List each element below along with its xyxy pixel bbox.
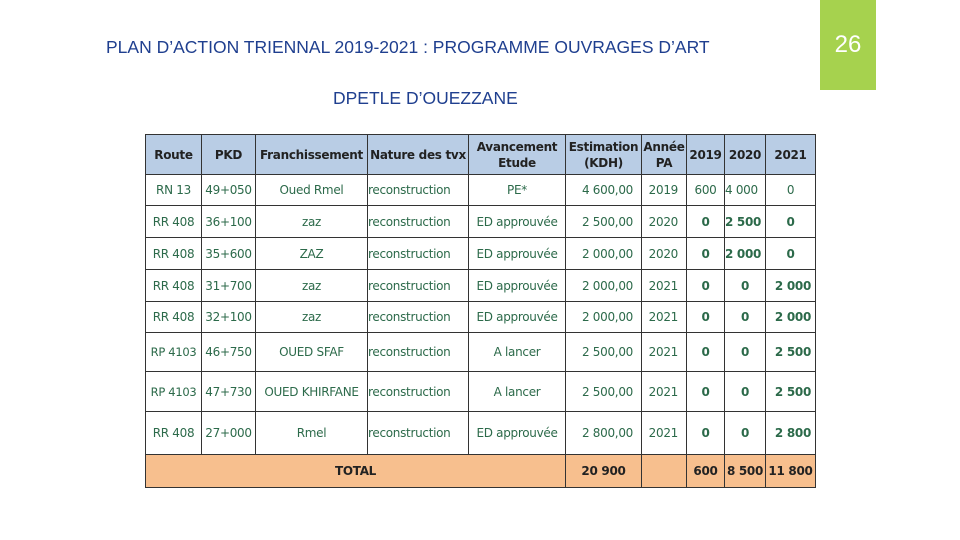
table-cell: 2021 <box>642 372 687 412</box>
table-cell: 0 <box>687 238 725 270</box>
table-cell: zaz <box>256 302 368 333</box>
table-cell: 0 <box>725 270 766 302</box>
table-cell: 0 <box>766 206 816 238</box>
table-cell: zaz <box>256 270 368 302</box>
column-header: 2019 <box>687 135 725 175</box>
table-cell: 2 800 <box>766 412 816 455</box>
table-cell: 32+100 <box>202 302 256 333</box>
column-header: 2020 <box>725 135 766 175</box>
table-cell: 0 <box>687 412 725 455</box>
table-cell: reconstruction <box>368 270 469 302</box>
table-cell: 0 <box>687 206 725 238</box>
table-cell: 2 000,00 <box>566 238 642 270</box>
table-row <box>146 206 816 238</box>
table-cell: 2019 <box>642 175 687 206</box>
table-cell: 2 500,00 <box>566 333 642 372</box>
table-cell: 4 000 <box>725 175 766 206</box>
column-header: Estimation (KDH) <box>566 135 642 175</box>
table-row <box>146 412 816 455</box>
column-header: Nature des tvx <box>368 135 469 175</box>
total-label: TOTAL <box>146 455 566 488</box>
table-cell: OUED KHIRFANE <box>256 372 368 412</box>
total-y2020: 8 500 <box>725 455 766 488</box>
table-cell: 600 <box>687 175 725 206</box>
table-row <box>146 333 816 372</box>
slide-number: 26 <box>820 0 876 90</box>
table-cell: RR 408 <box>146 302 202 333</box>
table-cell: 2020 <box>642 206 687 238</box>
table-cell: 2 500 <box>766 333 816 372</box>
table-cell: Rmel <box>256 412 368 455</box>
table-cell: 2 000 <box>766 270 816 302</box>
table-cell: ED approuvée <box>469 238 566 270</box>
table-cell: 0 <box>725 302 766 333</box>
table-cell: OUED SFAF <box>256 333 368 372</box>
table-cell: ZAZ <box>256 238 368 270</box>
total-y2019: 600 <box>687 455 725 488</box>
table-cell: 2 500 <box>725 206 766 238</box>
table-cell: Oued Rmel <box>256 175 368 206</box>
table-cell: ED approuvée <box>469 302 566 333</box>
table-row <box>146 175 816 206</box>
table-cell: 4 600,00 <box>566 175 642 206</box>
table-cell: 2 800,00 <box>566 412 642 455</box>
table-cell: 2021 <box>642 333 687 372</box>
table-row <box>146 372 816 412</box>
table-cell: ED approuvée <box>469 206 566 238</box>
column-header: 2021 <box>766 135 816 175</box>
table-cell: RP 4103 <box>146 333 202 372</box>
table-cell: A lancer <box>469 372 566 412</box>
table-cell: 36+100 <box>202 206 256 238</box>
column-header: PKD <box>202 135 256 175</box>
column-header: Route <box>146 135 202 175</box>
table-cell: 2 500,00 <box>566 206 642 238</box>
table-cell: reconstruction <box>368 206 469 238</box>
table-cell: 0 <box>687 270 725 302</box>
table-cell: reconstruction <box>368 175 469 206</box>
table-cell: 2020 <box>642 238 687 270</box>
slide-subtitle: DPETLE D’OUEZZANE <box>333 88 518 108</box>
table-cell: 0 <box>766 238 816 270</box>
table-cell: 0 <box>725 333 766 372</box>
table-cell: RR 408 <box>146 238 202 270</box>
table-cell: 49+050 <box>202 175 256 206</box>
action-plan-table <box>145 134 816 488</box>
table-row <box>146 302 816 333</box>
table-cell: 2021 <box>642 302 687 333</box>
table-cell: RN 13 <box>146 175 202 206</box>
table-cell: 0 <box>687 333 725 372</box>
table-cell: RP 4103 <box>146 372 202 412</box>
table-cell: 0 <box>766 175 816 206</box>
table-cell: reconstruction <box>368 333 469 372</box>
total-y2021: 11 800 <box>766 455 816 488</box>
table-cell: reconstruction <box>368 372 469 412</box>
table-cell: 2 000 <box>766 302 816 333</box>
table-cell: PE* <box>469 175 566 206</box>
table-cell: zaz <box>256 206 368 238</box>
column-header: Année PA <box>642 135 687 175</box>
table-cell: 2021 <box>642 270 687 302</box>
table-cell: 2 000,00 <box>566 302 642 333</box>
table-cell: 0 <box>725 412 766 455</box>
table-row <box>146 238 816 270</box>
table-cell: 2 000 <box>725 238 766 270</box>
table-cell: RR 408 <box>146 270 202 302</box>
table-cell: RR 408 <box>146 206 202 238</box>
table-cell: 2021 <box>642 412 687 455</box>
table-cell: reconstruction <box>368 302 469 333</box>
table-cell: A lancer <box>469 333 566 372</box>
table-cell: 35+600 <box>202 238 256 270</box>
table-cell: 2 000,00 <box>566 270 642 302</box>
table-cell: 2 500,00 <box>566 372 642 412</box>
total-row <box>146 455 816 488</box>
total-estimation: 20 900 <box>566 455 642 488</box>
table-cell: ED approuvée <box>469 412 566 455</box>
table-cell: 0 <box>687 372 725 412</box>
table-cell: 47+730 <box>202 372 256 412</box>
table-cell: 27+000 <box>202 412 256 455</box>
table-cell: reconstruction <box>368 238 469 270</box>
table-cell: 0 <box>725 372 766 412</box>
total-empty-cell <box>642 455 687 488</box>
table-cell: 2 500 <box>766 372 816 412</box>
table-cell: reconstruction <box>368 412 469 455</box>
table-cell: 46+750 <box>202 333 256 372</box>
table-cell: RR 408 <box>146 412 202 455</box>
column-header: Avancement Etude <box>469 135 566 175</box>
table-header-row <box>146 135 816 175</box>
table-cell: 31+700 <box>202 270 256 302</box>
table-cell: ED approuvée <box>469 270 566 302</box>
table-row <box>146 270 816 302</box>
slide-title: PLAN D’ACTION TRIENNAL 2019-2021 : PROGRAMME OUVRAGES D’ART <box>106 37 710 57</box>
column-header: Franchissement <box>256 135 368 175</box>
table-cell: 0 <box>687 302 725 333</box>
